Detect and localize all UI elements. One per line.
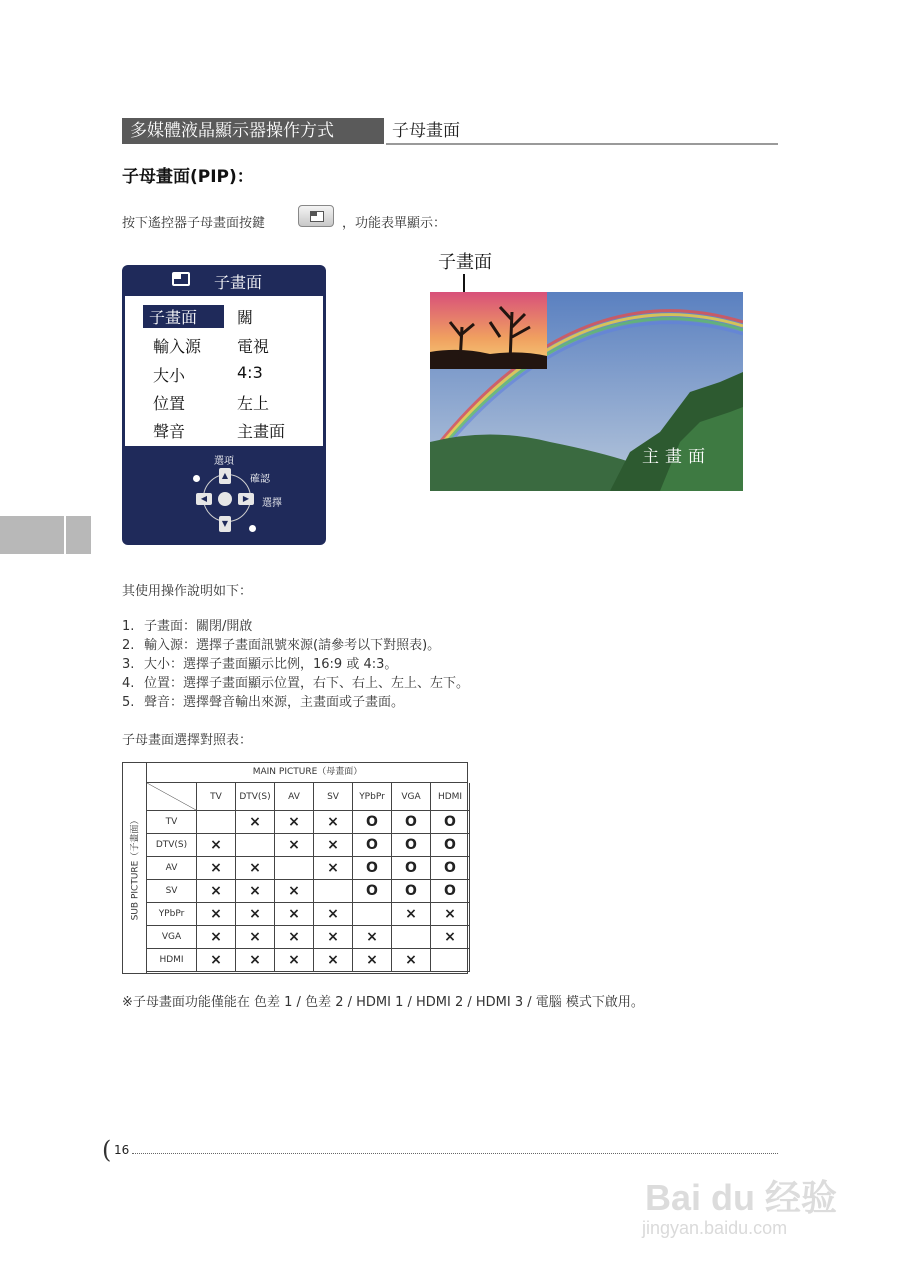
right-arrow-icon: ▶ xyxy=(238,493,254,505)
table-cell: × xyxy=(236,949,275,972)
table-cell: × xyxy=(314,903,353,926)
table-cell: O xyxy=(431,834,470,857)
osd-row-value: 4:3 xyxy=(237,363,263,382)
osd-row-pip[interactable] xyxy=(125,302,323,330)
osd-row-label: 大小 xyxy=(153,366,186,385)
column-header: SV xyxy=(314,783,353,811)
table-cell: × xyxy=(197,857,236,880)
table-cell: O xyxy=(392,811,431,834)
table-cell: O xyxy=(431,880,470,903)
table-cell: × xyxy=(275,834,314,857)
table-cell xyxy=(197,811,236,834)
footer-dotted-line xyxy=(132,1153,778,1154)
page-number: 16 xyxy=(114,1143,130,1157)
osd-row-value: 關 xyxy=(237,308,254,327)
osd-row-position[interactable] xyxy=(125,388,323,416)
topic-header: 子母畫面 xyxy=(392,121,460,141)
column-header: DTV(S) xyxy=(236,783,275,811)
footnote: ※子母畫面功能僅能在 色差 1 / 色差 2 / HDMI 1 / HDMI 2 / HDMI 3 / 電腦 模式下啟用。 xyxy=(122,995,644,1010)
table-cell: × xyxy=(314,857,353,880)
table-cell: × xyxy=(314,834,353,857)
table-cell xyxy=(392,926,431,949)
table-cell: × xyxy=(236,857,275,880)
main-picture-header: MAIN PICTURE（母畫面） xyxy=(147,762,468,783)
menu-dot-icon xyxy=(193,475,200,482)
row-header: TV xyxy=(147,811,197,834)
chapter-tab xyxy=(0,516,91,554)
osd-menu-list xyxy=(125,296,323,446)
table-cell: × xyxy=(197,903,236,926)
table-cell: × xyxy=(236,903,275,926)
table-cell xyxy=(431,949,470,972)
table-cell: O xyxy=(431,857,470,880)
ok-button-icon xyxy=(218,492,232,506)
row-header: AV xyxy=(147,857,197,880)
table-cell: × xyxy=(197,880,236,903)
corner-diagonal-cell xyxy=(147,783,197,811)
press-instruction-suffix: ，功能表單顯示： xyxy=(342,216,447,231)
table-cell: × xyxy=(275,811,314,834)
table-cell xyxy=(314,880,353,903)
osd-row-label: 子畫面 xyxy=(143,305,224,328)
table-cell: × xyxy=(314,926,353,949)
pip-title: 子母畫面(PIP)： xyxy=(122,167,254,187)
watermark-url: jingyan.baidu.com xyxy=(642,1218,788,1238)
osd-row-value: 電視 xyxy=(237,337,270,356)
row-header: HDMI xyxy=(147,949,197,972)
osd-row-value: 主畫面 xyxy=(237,422,286,441)
usage-item: 3. 大小：選擇子畫面顯示比例，16:9 或 4:3。 xyxy=(122,657,398,672)
usage-item: 4. 位置：選擇子畫面顯示位置，右下、右上、左上、左下。 xyxy=(122,676,470,691)
up-arrow-icon: ▲ xyxy=(219,468,231,484)
table-cell: O xyxy=(392,834,431,857)
table-cell: × xyxy=(197,949,236,972)
osd-row-label: 輸入源 xyxy=(153,337,202,356)
column-header: AV xyxy=(275,783,314,811)
table-cell: × xyxy=(353,949,392,972)
section-header: 多媒體液晶顯示器操作方式 xyxy=(122,118,384,144)
usage-item: 2. 輸入源：選擇子畫面訊號來源(請參考以下對照表)。 xyxy=(122,638,441,653)
left-arrow-icon: ◀ xyxy=(196,493,212,505)
page-bracket-icon: ( xyxy=(102,1136,112,1164)
table-cell: × xyxy=(275,880,314,903)
column-header: VGA xyxy=(392,783,431,811)
table-cell: O xyxy=(353,880,392,903)
control-option-label: 選項 xyxy=(214,456,234,467)
table-cell: × xyxy=(431,926,470,949)
usage-title: 其使用操作說明如下： xyxy=(122,584,253,599)
table-cell: × xyxy=(392,949,431,972)
row-header: SV xyxy=(147,880,197,903)
table-cell: × xyxy=(431,903,470,926)
osd-row-size[interactable] xyxy=(125,360,323,388)
table-cell xyxy=(275,857,314,880)
table-cell: × xyxy=(314,811,353,834)
table-cell: × xyxy=(275,903,314,926)
table-cell: O xyxy=(353,834,392,857)
press-instruction: 按下遙控器子母畫面按鍵 xyxy=(122,216,266,231)
table-cell: × xyxy=(275,949,314,972)
table-cell xyxy=(353,903,392,926)
usage-item: 1. 子畫面：關閉/開啟 xyxy=(122,619,253,634)
table-cell: × xyxy=(197,926,236,949)
usage-item: 5. 聲音：選擇聲音輸出來源，主畫面或子畫面。 xyxy=(122,695,405,710)
table-cell: × xyxy=(236,926,275,949)
watermark-logo: Bai du 经验 xyxy=(645,1177,838,1218)
row-header: DTV(S) xyxy=(147,834,197,857)
osd-row-input[interactable] xyxy=(125,331,323,359)
table-cell: × xyxy=(314,949,353,972)
table-cell: O xyxy=(353,811,392,834)
pip-icon xyxy=(172,272,190,286)
main-picture-label: 主畫面 xyxy=(642,447,711,467)
table-cell: × xyxy=(392,903,431,926)
table-cell: O xyxy=(392,880,431,903)
column-header: YPbPr xyxy=(353,783,392,811)
table-cell: × xyxy=(236,811,275,834)
table-cell: × xyxy=(197,834,236,857)
exit-dot-icon xyxy=(249,525,256,532)
sub-picture-header: SUB PICTURE（子畫面） xyxy=(130,815,141,921)
column-header: TV xyxy=(197,783,236,811)
table-cell xyxy=(236,834,275,857)
row-header: YPbPr xyxy=(147,903,197,926)
table-cell: × xyxy=(353,926,392,949)
table-cell: O xyxy=(353,857,392,880)
header-divider xyxy=(386,143,778,145)
control-select-label: 選擇 xyxy=(262,498,282,509)
table-cell: O xyxy=(431,811,470,834)
control-confirm-label: 確認 xyxy=(250,474,270,485)
down-arrow-icon: ▼ xyxy=(219,516,231,532)
osd-row-label: 位置 xyxy=(153,394,186,413)
column-header: HDMI xyxy=(431,783,470,811)
osd-row-value: 左上 xyxy=(237,394,270,413)
osd-title: 子畫面 xyxy=(214,273,263,292)
pip-remote-button-icon xyxy=(298,205,334,227)
osd-row-label: 聲音 xyxy=(153,422,186,441)
row-header: VGA xyxy=(147,926,197,949)
table-title: 子母畫面選擇對照表： xyxy=(122,733,253,748)
osd-row-audio[interactable] xyxy=(125,416,323,444)
table-cell: O xyxy=(392,857,431,880)
sub-picture-label: 子畫面 xyxy=(438,252,492,273)
table-cell: × xyxy=(236,880,275,903)
table-cell: × xyxy=(275,926,314,949)
